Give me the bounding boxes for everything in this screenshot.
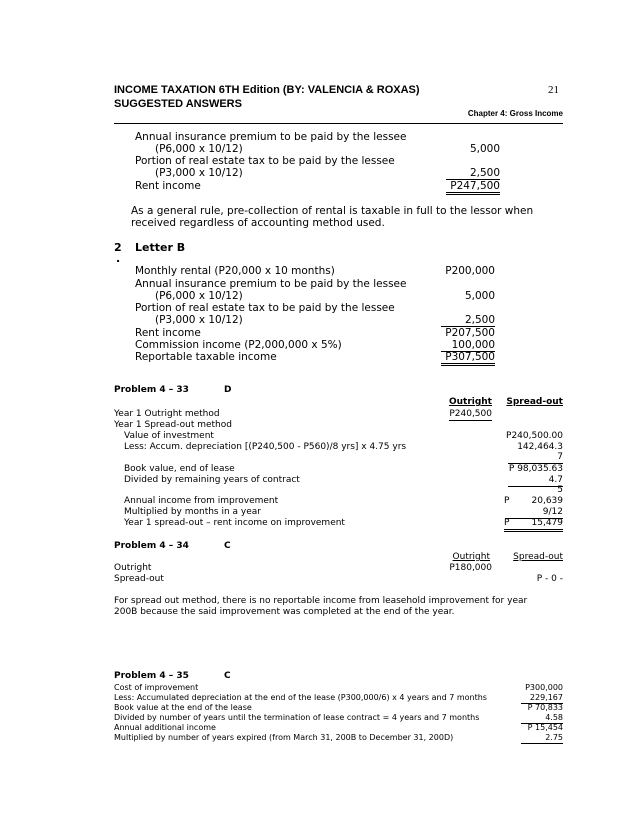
document-title: INCOME TAXATION 6TH Edition (BY: VALENCIA & ROXAS) (114, 84, 420, 96)
line-text: Less: Accumulated depreciation at the end of the lease (P300,000/6) x 4 years and 7 months (114, 693, 487, 702)
currency-sign: P (504, 496, 510, 506)
line-amount: P 70,833 (527, 703, 563, 712)
header-rule (114, 123, 563, 124)
problem-title: Problem 4 – 35 (114, 671, 189, 681)
paragraph-line: As a general rule, pre-collection of rental is taxable in full to the lessor when (131, 205, 534, 217)
line-amount: 4.7 (508, 475, 563, 487)
line-amount: 7 (508, 452, 563, 464)
line-text: (P6,000 x 10/12) (155, 143, 243, 155)
problem-answer: D (224, 385, 232, 395)
item-heading: Letter B (135, 241, 186, 254)
line-text: Year 1 Spread-out method (114, 420, 232, 430)
problem-title: Problem 4 – 34 (114, 541, 189, 551)
page-number: 21 (548, 84, 559, 96)
line-amount: 9/12 (505, 507, 563, 519)
line-amount: P207,500 (445, 327, 495, 339)
line-text: Annual insurance premium to be paid by the lessee (135, 131, 407, 143)
line-text: Spread-out (114, 574, 164, 584)
line-amount: 100,000 (441, 339, 495, 352)
line-amount: P240,500 (449, 409, 492, 419)
line-amount: P247,500 (446, 180, 500, 195)
line-text: (P3,000 x 10/12) (155, 167, 243, 179)
document-subtitle: SUGGESTED ANSWERS (114, 98, 242, 110)
line-text: Rent income (135, 327, 201, 339)
line-amount: 20,639 (531, 496, 563, 506)
paragraph-line: 200B because the said improvement was completed at the end of the year. (114, 607, 455, 617)
line-text: Reportable taxable income (135, 351, 277, 363)
line-amount: 2,500 (441, 314, 495, 327)
column-header-outright: Outright (448, 397, 492, 407)
line-amount: P - 0 - (536, 574, 563, 584)
item-number-dot: . (116, 252, 121, 265)
line-amount: 229,167 (521, 693, 563, 704)
column-header-spread-out: Spread-out (506, 397, 563, 407)
line-text: Year 1 spread-out – rent income on improvement (124, 518, 345, 528)
line-text: Multiplied by months in a year (124, 507, 262, 517)
line-amount: 2,500 (446, 167, 500, 180)
line-text: Less: Accum. depreciation [(P240,500 - P560)/8 yrs] x 4.75 yrs (124, 442, 407, 452)
line-text: Divided by remaining years of contract (124, 475, 300, 485)
paragraph-line: For spread out method, there is no reportable income from leasehold improvement for year (114, 596, 528, 606)
line-text: Outright (114, 563, 152, 573)
line-amount: 142,464.3 (517, 442, 563, 452)
line-text: Annual additional income (114, 723, 216, 732)
item-number: 2 (114, 241, 122, 254)
line-text: Rent income (135, 180, 201, 192)
line-amount: P200,000 (445, 265, 495, 277)
line-amount: P300,000 (525, 683, 563, 692)
line-amount: 5 (557, 485, 563, 495)
line-amount: 5,000 (464, 290, 495, 302)
line-text: Monthly rental (P20,000 x 10 months) (135, 265, 335, 277)
line-amount: P 98,035.63 (508, 464, 563, 474)
line-amount: 4.58 (521, 713, 563, 724)
line-amount: 2.75 (521, 733, 563, 744)
line-text: Divided by number of years until the termination of lease contract = 4 years and 7 months (114, 713, 480, 722)
line-text: Multiplied by number of years expired (from March 31, 200B to December 31, 200D) (114, 733, 454, 742)
line-text: (P6,000 x 10/12) (155, 290, 243, 302)
line-text: Annual insurance premium to be paid by the lessee (135, 278, 407, 290)
line-text: Portion of real estate tax to be paid by the lessee (135, 302, 395, 314)
chapter-label: Chapter 4: Gross Income (467, 109, 563, 118)
column-header-spread-out: Spread-out (513, 552, 563, 562)
line-text: Cost of improvement (114, 683, 199, 692)
line-amount: 5,000 (469, 143, 500, 155)
column-header-outright: Outright (452, 552, 490, 562)
problem-answer: C (224, 671, 231, 681)
paragraph-line: received regardless of accounting method used. (131, 217, 385, 229)
line-amount: P240,500.00 (506, 431, 563, 441)
line-amount: P307,500 (441, 351, 495, 366)
line-text: Book value at the end of the lease (114, 703, 252, 712)
line-text: (P3,000 x 10/12) (155, 314, 243, 326)
line-text: Book value, end of lease (124, 464, 235, 474)
line-text: Value of investment (124, 431, 214, 441)
line-amount: 15,479 (531, 518, 563, 528)
problem-answer: C (224, 541, 231, 551)
line-text: Year 1 Outright method (114, 409, 220, 419)
currency-sign: P (504, 518, 510, 528)
line-amount: P 15,454 (527, 723, 563, 732)
line-text: Commission income (P2,000,000 x 5%) (135, 339, 342, 351)
problem-title: Problem 4 – 33 (114, 385, 189, 395)
line-text: Annual income from improvement (124, 496, 279, 506)
line-text: Portion of real estate tax to be paid by the lessee (135, 155, 395, 167)
line-amount: P180,000 (449, 563, 492, 573)
